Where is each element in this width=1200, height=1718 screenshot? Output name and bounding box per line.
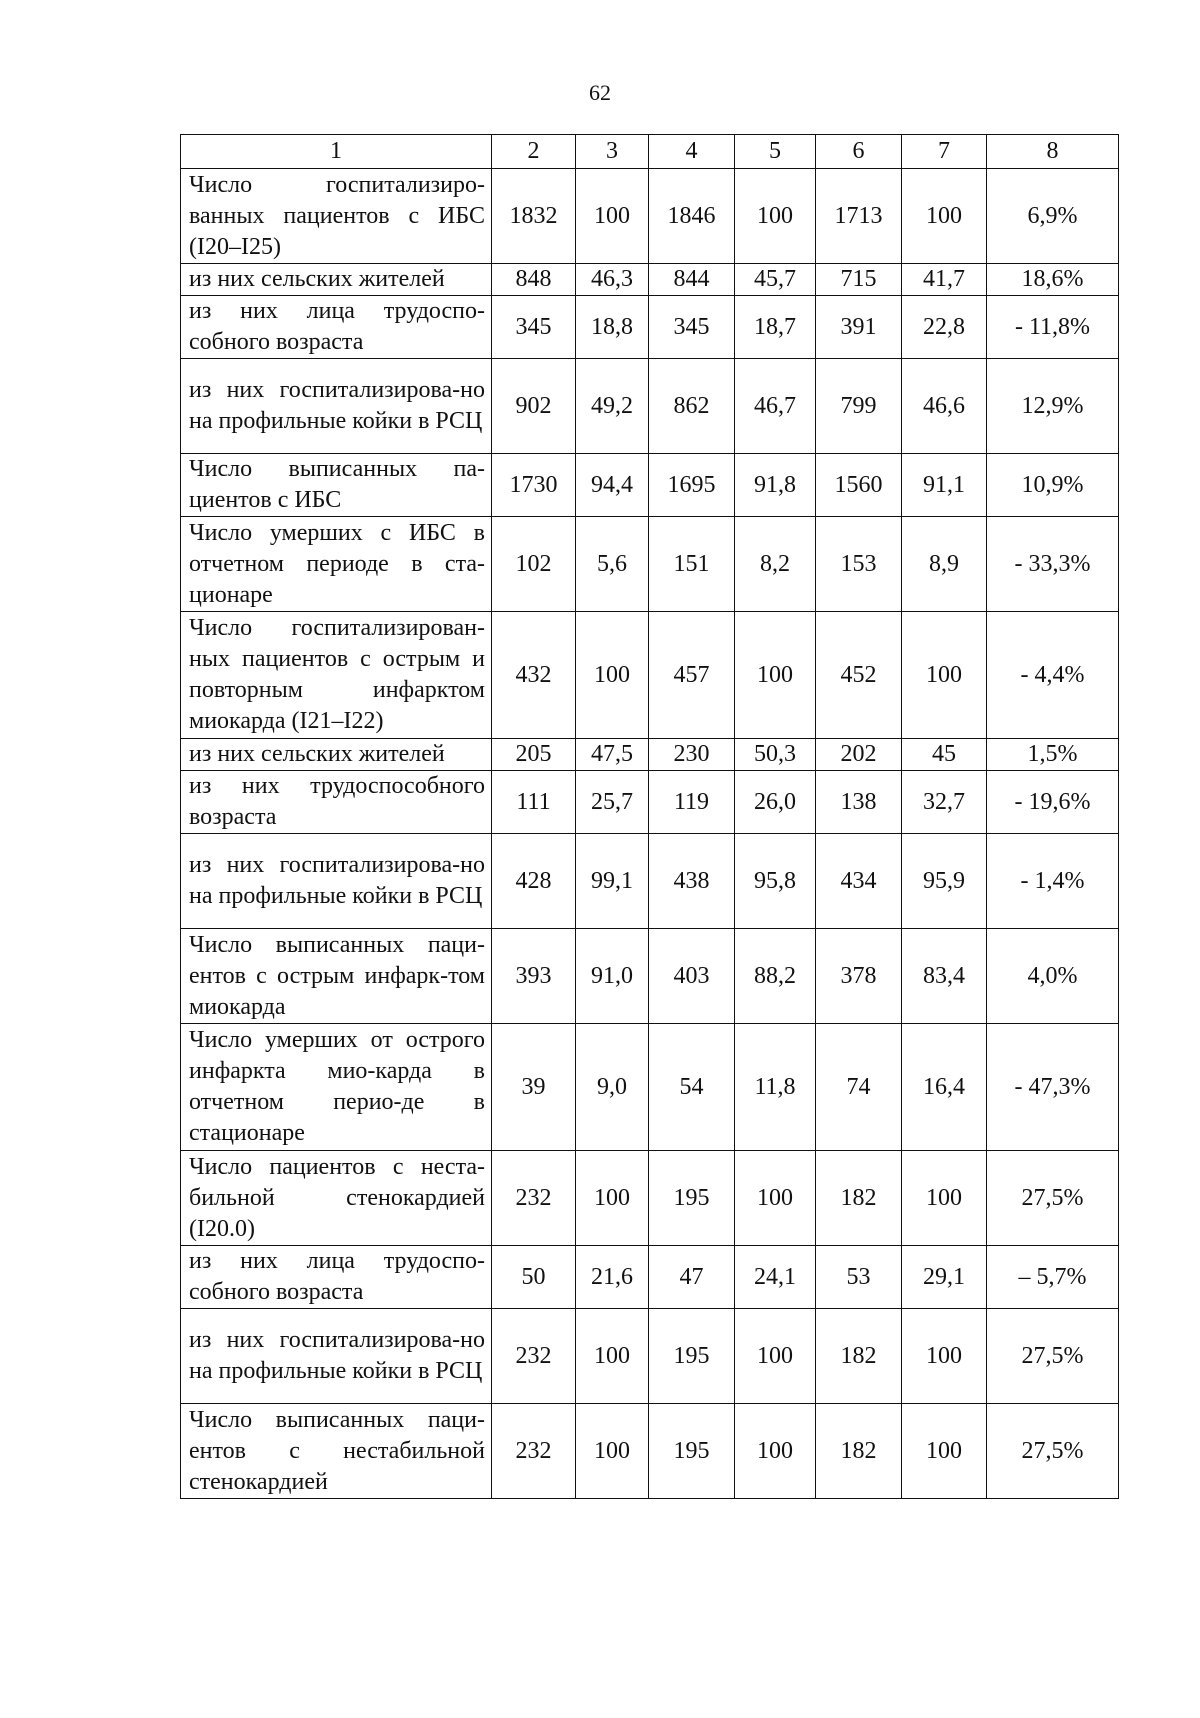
table-cell: 45 [902, 739, 987, 771]
table-cell: 393 [492, 929, 576, 1024]
column-header: 7 [902, 135, 987, 169]
table-cell: 1832 [492, 169, 576, 264]
table-row [181, 1404, 1119, 1499]
row-label: из них трудоспособного возраста [181, 771, 492, 834]
table-cell: 452 [816, 612, 902, 739]
table-row [181, 359, 1119, 454]
table-row [181, 1246, 1119, 1309]
table-cell: 5,6 [576, 517, 649, 612]
table-cell: 345 [649, 296, 735, 359]
table-cell: 46,3 [576, 264, 649, 296]
table-cell: 47,5 [576, 739, 649, 771]
table-cell: 18,8 [576, 296, 649, 359]
table-cell: 91,0 [576, 929, 649, 1024]
table-cell: 799 [816, 359, 902, 454]
table-cell: 195 [649, 1404, 735, 1499]
table-cell: 457 [649, 612, 735, 739]
table-row [181, 517, 1119, 612]
table-cell: 378 [816, 929, 902, 1024]
table-cell: 91,1 [902, 454, 987, 517]
table-cell: 100 [735, 1309, 816, 1404]
table-cell: 1560 [816, 454, 902, 517]
column-header: 4 [649, 135, 735, 169]
table-cell: 100 [576, 169, 649, 264]
table-cell: 100 [902, 612, 987, 739]
row-label: Число госпитализиро-ванных пациентов с ИБС (I20–I25) [181, 169, 492, 264]
table-cell: 83,4 [902, 929, 987, 1024]
table-cell: 403 [649, 929, 735, 1024]
table-cell: 45,7 [735, 264, 816, 296]
table-cell: 53 [816, 1246, 902, 1309]
table-cell: 100 [902, 1309, 987, 1404]
table-cell: 29,1 [902, 1246, 987, 1309]
table-cell: 151 [649, 517, 735, 612]
table-cell: 1,5% [987, 739, 1119, 771]
page-number: 62 [589, 80, 611, 105]
table-cell: 100 [576, 1309, 649, 1404]
table-cell: 9,0 [576, 1024, 649, 1151]
table-cell: 8,9 [902, 517, 987, 612]
table-cell: 100 [735, 1404, 816, 1499]
table-row [181, 264, 1119, 296]
table-cell: 24,1 [735, 1246, 816, 1309]
row-label: из них лица трудоспо-собного возраста [181, 296, 492, 359]
table-cell: 18,7 [735, 296, 816, 359]
row-label: Число выписанных паци-ентов с острым инфарк-том миокарда [181, 929, 492, 1024]
table-cell: 1846 [649, 169, 735, 264]
table-cell: 345 [492, 296, 576, 359]
table-cell: 49,2 [576, 359, 649, 454]
table-cell: 100 [735, 169, 816, 264]
table-row [181, 771, 1119, 834]
table-cell: 100 [902, 1151, 987, 1246]
table-cell: - 19,6% [987, 771, 1119, 834]
row-label: Число выписанных паци-ентов с нестабильной стенокардией [181, 1404, 492, 1499]
table-cell: 39 [492, 1024, 576, 1151]
table-cell: - 33,3% [987, 517, 1119, 612]
table-cell: 21,6 [576, 1246, 649, 1309]
row-label: Число умерших с ИБС в отчетном периоде в ста-ционаре [181, 517, 492, 612]
table-cell: - 4,4% [987, 612, 1119, 739]
table-cell: 232 [492, 1151, 576, 1246]
table-cell: 1730 [492, 454, 576, 517]
table-cell: 138 [816, 771, 902, 834]
table-cell: 1695 [649, 454, 735, 517]
table-cell: 6,9% [987, 169, 1119, 264]
table-row [181, 1024, 1119, 1151]
table-cell: 102 [492, 517, 576, 612]
table-row [181, 454, 1119, 517]
table-row [181, 1309, 1119, 1404]
table-cell: 10,9% [987, 454, 1119, 517]
table-cell: 111 [492, 771, 576, 834]
row-label: из них сельских жителей [181, 739, 492, 771]
table-cell: 4,0% [987, 929, 1119, 1024]
table-cell: 18,6% [987, 264, 1119, 296]
table-cell: 428 [492, 834, 576, 929]
table-cell: 16,4 [902, 1024, 987, 1151]
column-header: 3 [576, 135, 649, 169]
table-cell: 100 [902, 1404, 987, 1499]
table-row [181, 834, 1119, 929]
row-label: Число пациентов с неста-бильной стенокардией (I20.0) [181, 1151, 492, 1246]
table-cell: 12,9% [987, 359, 1119, 454]
table-cell: 205 [492, 739, 576, 771]
table-cell: 50 [492, 1246, 576, 1309]
table-row [181, 612, 1119, 739]
table-cell: 41,7 [902, 264, 987, 296]
table-cell: 100 [735, 1151, 816, 1246]
table-cell: 46,7 [735, 359, 816, 454]
table-cell: 27,5% [987, 1404, 1119, 1499]
table-cell: 100 [902, 169, 987, 264]
table-cell: 432 [492, 612, 576, 739]
table-cell: 182 [816, 1404, 902, 1499]
table-cell: 100 [576, 612, 649, 739]
table-cell: - 47,3% [987, 1024, 1119, 1151]
table-cell: 95,9 [902, 834, 987, 929]
table-cell: 119 [649, 771, 735, 834]
table-cell: 27,5% [987, 1151, 1119, 1246]
table-cell: 230 [649, 739, 735, 771]
statistics-table [180, 134, 1119, 1499]
table-cell: 848 [492, 264, 576, 296]
table-cell: 1713 [816, 169, 902, 264]
table-row [181, 739, 1119, 771]
table-cell: 27,5% [987, 1309, 1119, 1404]
table-cell: 99,1 [576, 834, 649, 929]
row-label: Число умерших от острого инфаркта мио-карда в отчетном перио-де в стационаре [181, 1024, 492, 1151]
table-cell: - 11,8% [987, 296, 1119, 359]
table-cell: 50,3 [735, 739, 816, 771]
column-header: 1 [181, 135, 492, 169]
column-header: 2 [492, 135, 576, 169]
table-cell: 153 [816, 517, 902, 612]
table-cell: 182 [816, 1309, 902, 1404]
table-cell: 391 [816, 296, 902, 359]
table-cell: 91,8 [735, 454, 816, 517]
table-cell: 54 [649, 1024, 735, 1151]
table-cell: 26,0 [735, 771, 816, 834]
table-cell: - 1,4% [987, 834, 1119, 929]
column-header: 5 [735, 135, 816, 169]
row-label: Число выписанных па-циентов с ИБС [181, 454, 492, 517]
table-row [181, 1151, 1119, 1246]
table-cell: 25,7 [576, 771, 649, 834]
row-label: из них госпитализирова-но на профильные койки в РСЦ [181, 359, 492, 454]
table-cell: 11,8 [735, 1024, 816, 1151]
table-cell: 862 [649, 359, 735, 454]
table-cell: 434 [816, 834, 902, 929]
table-cell: 47 [649, 1246, 735, 1309]
table-cell: 8,2 [735, 517, 816, 612]
column-header: 6 [816, 135, 902, 169]
row-label: из них сельских жителей [181, 264, 492, 296]
table-row [181, 929, 1119, 1024]
table-cell: 100 [735, 612, 816, 739]
table-header-row [181, 135, 1119, 169]
table-cell: 202 [816, 739, 902, 771]
table-row [181, 296, 1119, 359]
table-cell: 22,8 [902, 296, 987, 359]
row-label: из них госпитализирова-но на профильные койки в РСЦ [181, 1309, 492, 1404]
row-label: из них госпитализирова-но на профильные койки в РСЦ [181, 834, 492, 929]
table-cell: 100 [576, 1404, 649, 1499]
table-cell: 844 [649, 264, 735, 296]
table-cell: 232 [492, 1404, 576, 1499]
table-cell: 438 [649, 834, 735, 929]
table-cell: 94,4 [576, 454, 649, 517]
column-header: 8 [987, 135, 1119, 169]
table-cell: 715 [816, 264, 902, 296]
table-cell: 100 [576, 1151, 649, 1246]
row-label: Число госпитализирован-ных пациентов с острым и повторным инфарктом миокарда (I21–I22) [181, 612, 492, 739]
table-cell: 902 [492, 359, 576, 454]
table-cell: 195 [649, 1151, 735, 1246]
table-cell: 46,6 [902, 359, 987, 454]
table-cell: 32,7 [902, 771, 987, 834]
row-label: из них лица трудоспо-собного возраста [181, 1246, 492, 1309]
table-row [181, 169, 1119, 264]
table-cell: 232 [492, 1309, 576, 1404]
table-cell: 195 [649, 1309, 735, 1404]
table-cell: 95,8 [735, 834, 816, 929]
table-cell: 74 [816, 1024, 902, 1151]
table-cell: 182 [816, 1151, 902, 1246]
table-cell: 88,2 [735, 929, 816, 1024]
table-cell: – 5,7% [987, 1246, 1119, 1309]
